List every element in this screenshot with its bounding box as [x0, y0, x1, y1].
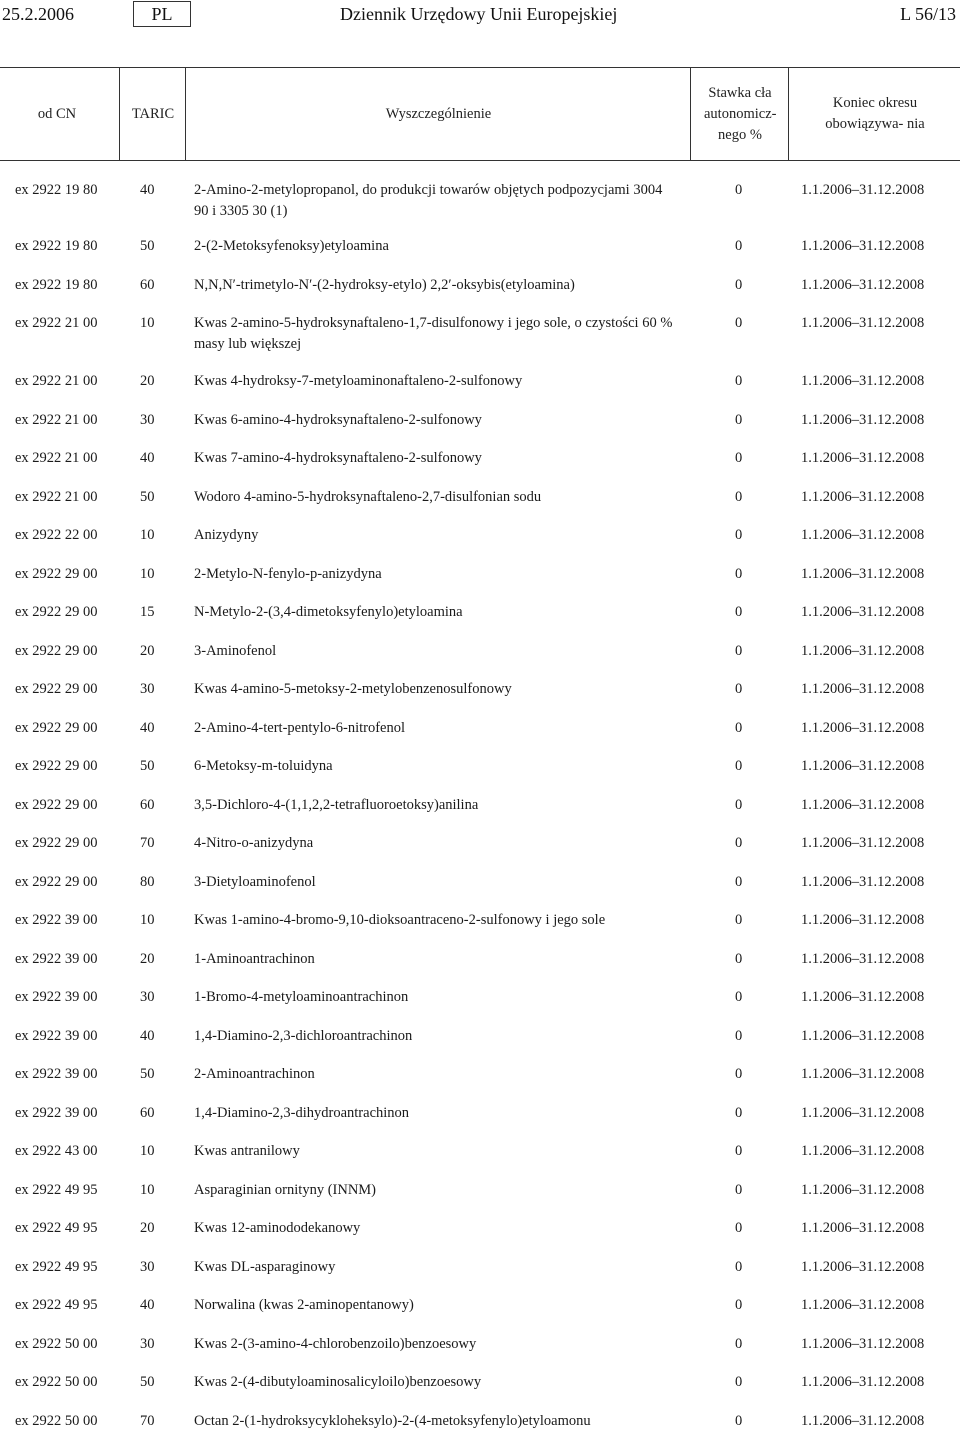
duty-rate: 0 [735, 1259, 743, 1275]
duty-rate: 0 [735, 989, 743, 1005]
cn-code: ex 2922 50 00 [15, 1374, 98, 1390]
taric-code: 10 [140, 527, 155, 543]
duty-rate: 0 [735, 527, 743, 543]
column-header-cn: od CN [37, 105, 77, 122]
cn-code: ex 2922 29 00 [15, 835, 98, 851]
duty-rate: 0 [735, 797, 743, 813]
publication-date: 25.2.2006 [2, 4, 74, 24]
goods-description: 2-Amino-4-tert-pentylo-6-nitrofenol [194, 720, 405, 736]
cn-code: ex 2922 21 00 [15, 315, 98, 331]
goods-description: Kwas 4-amino-5-metoksy-2-metylobenzenosulfonowy [194, 681, 512, 697]
goods-description: Kwas 12-aminododekanowy [194, 1220, 361, 1236]
goods-description: 3,5-Dichloro-4-(1,1,2,2-tetrafluoroetoksy)anilina [194, 797, 479, 813]
taric-code: 30 [140, 412, 155, 428]
validity-period: 1.1.2006–31.12.2008 [801, 1413, 925, 1429]
duty-rate: 0 [735, 373, 743, 389]
duty-rate: 0 [735, 1336, 743, 1352]
cn-code: ex 2922 39 00 [15, 1105, 98, 1121]
cn-code: ex 2922 21 00 [15, 489, 98, 505]
cn-code: ex 2922 29 00 [15, 720, 98, 736]
taric-code: 10 [140, 566, 155, 582]
cn-code: ex 2922 39 00 [15, 989, 98, 1005]
taric-code: 30 [140, 1336, 155, 1352]
duty-rate: 0 [735, 238, 743, 254]
goods-description: Asparaginian ornityny (INNM) [194, 1182, 377, 1198]
validity-period: 1.1.2006–31.12.2008 [801, 1259, 925, 1275]
validity-period: 1.1.2006–31.12.2008 [801, 835, 925, 851]
duty-rate: 0 [735, 874, 743, 890]
taric-code: 60 [140, 277, 155, 293]
column-header-description: Wyszczególnienie [185, 68, 691, 160]
cn-code: ex 2922 50 00 [15, 1413, 98, 1429]
duty-rate: 0 [735, 489, 743, 505]
goods-description: Kwas DL-asparaginowy [194, 1259, 336, 1275]
duty-rate: 0 [735, 1374, 743, 1390]
cn-code: ex 2922 29 00 [15, 604, 98, 620]
validity-period: 1.1.2006–31.12.2008 [801, 720, 925, 736]
taric-code: 40 [140, 1297, 155, 1313]
validity-period: 1.1.2006–31.12.2008 [801, 1105, 925, 1121]
page-reference: L 56/13 [900, 4, 956, 24]
goods-description: 1-Bromo-4-metyloaminoantrachinon [194, 989, 409, 1005]
column-header-taric: TARIC [119, 68, 186, 160]
cn-code: ex 2922 39 00 [15, 1066, 98, 1082]
goods-description: 2-Metylo-N-fenylo-p-anizydyna [194, 566, 382, 582]
duty-rate: 0 [735, 1066, 743, 1082]
cn-code: ex 2922 49 95 [15, 1297, 98, 1313]
goods-description: Anizydyny [194, 527, 259, 543]
goods-description: Kwas antranilowy [194, 1143, 300, 1159]
goods-description: Kwas 2-amino-5-hydroksynaftaleno-1,7-disulfonowy i jego sole, o czystości 60 % masy lub większej [194, 315, 673, 352]
taric-code: 10 [140, 315, 155, 331]
taric-code: 50 [140, 758, 155, 774]
validity-period: 1.1.2006–31.12.2008 [801, 874, 925, 890]
cn-code: ex 2922 50 00 [15, 1336, 98, 1352]
cn-code: ex 2922 29 00 [15, 643, 98, 659]
goods-description: 3-Aminofenol [194, 643, 277, 659]
validity-period: 1.1.2006–31.12.2008 [801, 527, 925, 543]
cn-code: ex 2922 19 80 [15, 238, 98, 254]
duty-rate: 0 [735, 720, 743, 736]
column-header-duty-rate [690, 68, 789, 160]
validity-period: 1.1.2006–31.12.2008 [801, 681, 925, 697]
goods-description: Kwas 2-(4-dibutyloaminosalicyloilo)benzoesowy [194, 1374, 482, 1390]
cn-code: ex 2922 29 00 [15, 874, 98, 890]
validity-period: 1.1.2006–31.12.2008 [801, 1143, 925, 1159]
duty-rate: 0 [735, 1182, 743, 1198]
goods-description: 2-Amino-2-metylopropanol, do produkcji towarów objętych podpozycjami 3004 90 i 3305 30 (1) [194, 182, 663, 219]
validity-period: 1.1.2006–31.12.2008 [801, 373, 925, 389]
validity-period: 1.1.2006–31.12.2008 [801, 238, 925, 254]
taric-code: 15 [140, 604, 155, 620]
taric-code: 20 [140, 951, 155, 967]
goods-description: Kwas 7-amino-4-hydroksynaftaleno-2-sulfonowy [194, 450, 482, 466]
taric-code: 50 [140, 1374, 155, 1390]
cn-code: ex 2922 29 00 [15, 797, 98, 813]
taric-code: 10 [140, 912, 155, 928]
duty-rate: 0 [735, 1105, 743, 1121]
goods-description: N-Metylo-2-(3,4-dimetoksyfenylo)etyloamina [194, 604, 463, 620]
duty-rate: 0 [735, 1413, 743, 1429]
goods-description: 1,4-Diamino-2,3-dichloroantrachinon [194, 1028, 413, 1044]
goods-description: 1-Aminoantrachinon [194, 951, 315, 967]
taric-code: 30 [140, 989, 155, 1005]
page-header [0, 0, 960, 30]
tariff-table [0, 67, 960, 1429]
taric-code: 40 [140, 450, 155, 466]
taric-code: 50 [140, 1066, 155, 1082]
cn-code: ex 2922 39 00 [15, 951, 98, 967]
validity-period: 1.1.2006–31.12.2008 [801, 450, 925, 466]
language-badge: PL [133, 1, 191, 27]
validity-period: 1.1.2006–31.12.2008 [801, 758, 925, 774]
duty-rate: 0 [735, 1297, 743, 1313]
taric-code: 20 [140, 643, 155, 659]
cn-code: ex 2922 43 00 [15, 1143, 98, 1159]
taric-code: 30 [140, 1259, 155, 1275]
cn-code: ex 2922 21 00 [15, 412, 98, 428]
goods-description: 2-Aminoantrachinon [194, 1066, 315, 1082]
validity-period: 1.1.2006–31.12.2008 [801, 566, 925, 582]
duty-rate: 0 [735, 835, 743, 851]
taric-code: 50 [140, 489, 155, 505]
validity-period: 1.1.2006–31.12.2008 [801, 277, 925, 293]
goods-description: 1,4-Diamino-2,3-dihydroantrachinon [194, 1105, 410, 1121]
validity-period: 1.1.2006–31.12.2008 [801, 1066, 925, 1082]
validity-period: 1.1.2006–31.12.2008 [801, 797, 925, 813]
cn-code: ex 2922 49 95 [15, 1220, 98, 1236]
validity-period: 1.1.2006–31.12.2008 [801, 1028, 925, 1044]
validity-period: 1.1.2006–31.12.2008 [801, 912, 925, 928]
goods-description: N,N,N′-trimetylo-N′-(2-hydroksy-etylo) 2,2′-oksybis(etyloamina) [194, 277, 575, 293]
taric-code: 40 [140, 182, 155, 198]
cn-code: ex 2922 39 00 [15, 912, 98, 928]
validity-period: 1.1.2006–31.12.2008 [801, 412, 925, 428]
end-date-header-text: Koniec okresu obowiązywa- nia [825, 95, 925, 132]
duty-rate: 0 [735, 951, 743, 967]
validity-period: 1.1.2006–31.12.2008 [801, 604, 925, 620]
duty-rate: 0 [735, 1028, 743, 1044]
taric-code: 10 [140, 1182, 155, 1198]
taric-code: 20 [140, 373, 155, 389]
duty-rate: 0 [735, 643, 743, 659]
journal-title: Dziennik Urzędowy Unii Europejskiej [340, 4, 618, 24]
goods-description: Kwas 4-hydroksy-7-metyloaminonaftaleno-2-sulfonowy [194, 373, 523, 389]
goods-description: Kwas 6-amino-4-hydroksynaftaleno-2-sulfonowy [194, 412, 482, 428]
goods-description: 6-Metoksy-m-toluidyna [194, 758, 333, 774]
taric-code: 70 [140, 1413, 155, 1429]
validity-period: 1.1.2006–31.12.2008 [801, 1374, 925, 1390]
goods-description: Octan 2-(1-hydroksycykloheksylo)-2-(4-metoksyfenylo)etyloamonu [194, 1413, 591, 1429]
taric-code: 50 [140, 238, 155, 254]
cn-code: ex 2922 22 00 [15, 527, 98, 543]
column-header-end-date [788, 68, 960, 160]
cn-code: ex 2922 19 80 [15, 277, 98, 293]
cn-code: ex 2922 29 00 [15, 566, 98, 582]
cn-code: ex 2922 21 00 [15, 373, 98, 389]
duty-rate: 0 [735, 182, 743, 198]
goods-description: 2-(2-Metoksyfenoksy)etyloamina [194, 238, 389, 254]
duty-rate: 0 [735, 681, 743, 697]
taric-code: 20 [140, 1220, 155, 1236]
duty-rate: 0 [735, 604, 743, 620]
duty-rate-header-text: Stawka cła autonomicz- nego % [704, 84, 777, 143]
cn-code: ex 2922 49 95 [15, 1259, 98, 1275]
validity-period: 1.1.2006–31.12.2008 [801, 489, 925, 505]
duty-rate: 0 [735, 1143, 743, 1159]
taric-code: 30 [140, 681, 155, 697]
validity-period: 1.1.2006–31.12.2008 [801, 1182, 925, 1198]
goods-description: Norwalina (kwas 2-aminopentanowy) [194, 1297, 414, 1313]
duty-rate: 0 [735, 277, 743, 293]
taric-code: 60 [140, 797, 155, 813]
taric-code: 10 [140, 1143, 155, 1159]
duty-rate: 0 [735, 315, 743, 331]
validity-period: 1.1.2006–31.12.2008 [801, 1297, 925, 1313]
goods-description: 4-Nitro-o-anizydyna [194, 835, 314, 851]
duty-rate: 0 [735, 412, 743, 428]
table-header [0, 67, 960, 161]
taric-code: 80 [140, 874, 155, 890]
validity-period: 1.1.2006–31.12.2008 [801, 643, 925, 659]
cn-code: ex 2922 19 80 [15, 182, 98, 198]
goods-description: Wodoro 4-amino-5-hydroksynaftaleno-2,7-disulfonian sodu [194, 489, 542, 505]
duty-rate: 0 [735, 566, 743, 582]
duty-rate: 0 [735, 912, 743, 928]
goods-description: Kwas 2-(3-amino-4-chlorobenzoilo)benzoesowy [194, 1336, 477, 1352]
goods-description: 3-Dietyloaminofenol [194, 874, 316, 890]
validity-period: 1.1.2006–31.12.2008 [801, 1336, 925, 1352]
taric-code: 40 [140, 720, 155, 736]
taric-code: 70 [140, 835, 155, 851]
cn-code: ex 2922 49 95 [15, 1182, 98, 1198]
goods-description: Kwas 1-amino-4-bromo-9,10-dioksoantraceno-2-sulfonowy i jego sole [194, 912, 606, 928]
duty-rate: 0 [735, 1220, 743, 1236]
validity-period: 1.1.2006–31.12.2008 [801, 315, 925, 331]
cn-code: ex 2922 29 00 [15, 758, 98, 774]
validity-period: 1.1.2006–31.12.2008 [801, 951, 925, 967]
duty-rate: 0 [735, 758, 743, 774]
duty-rate: 0 [735, 450, 743, 466]
taric-code: 60 [140, 1105, 155, 1121]
validity-period: 1.1.2006–31.12.2008 [801, 182, 925, 198]
validity-period: 1.1.2006–31.12.2008 [801, 989, 925, 1005]
cn-code: ex 2922 39 00 [15, 1028, 98, 1044]
taric-code: 40 [140, 1028, 155, 1044]
cn-code: ex 2922 21 00 [15, 450, 98, 466]
validity-period: 1.1.2006–31.12.2008 [801, 1220, 925, 1236]
cn-code: ex 2922 29 00 [15, 681, 98, 697]
